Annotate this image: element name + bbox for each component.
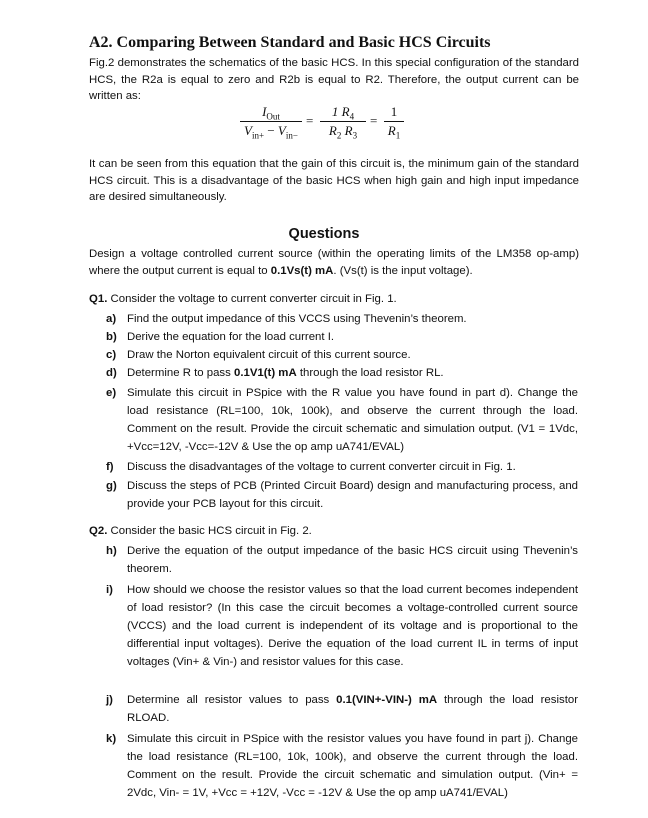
after-equation-paragraph: It can be seen from this equation that the gain of this circuit is, the minimum gain of the standard HCS circuit. This is a disadvantage of the basic HCS when high gain and high input impedance are desired simultaneously.	[89, 158, 579, 203]
eq-rhs-fraction: 1 $R_1$	[384, 103, 404, 140]
q1-item-g: g) Discuss the steps of PCB (Printed Circuit Board) design and manufacturing process, and provide your PCB layout for this circuit.	[106, 480, 578, 510]
q2-item-k: k) Simulate this circuit in PSpice with the resistor values you have found in part j). Change the load resistance (RL=100, 10k, 100k), and observe the current through the load. Comment on the result. Provide the circuit schematic and simulation output. (Vin+ = 2Vdc, Vin- = 1V, +Vcc = +12V, -Vcc = -12V & Use the op amp uA741/EVAL)	[106, 733, 578, 799]
q1-item-e: e) Simulate this circuit in PSpice with the R value you have found in part d). Change the load resistance (RL=100, 10k, 100k), and observe the current through the load. Comment on the result. Provide the circuit schematic and simulation output. (V1 = 1Vdc, +Vcc=12V, -Vcc=-12V & Use the op amp uA741/EVAL)	[106, 387, 578, 453]
eq-mid-fraction: 1 $R_4$ $R_2$ $R_3$	[320, 103, 366, 140]
q1-item-b: b) Derive the equation for the load current I.	[106, 331, 335, 343]
intro-paragraph: Fig.2 demonstrates the schematics of the basic HCS. In this special configuration of the standard HCS, the R2a is equal to zero and R2b is equal to R2. Therefore, the output current can be written as:	[89, 57, 579, 102]
eq-equals-1: =	[306, 113, 314, 128]
q2-heading: Q2. Consider the basic HCS circuit in Fig. 2.	[89, 525, 312, 537]
eq-lhs-fraction: $I_{Out}$ $V_{in+} - V_{in-}$	[240, 103, 302, 140]
eq-equals-2: =	[370, 113, 378, 128]
q1-item-a: a) Find the output impedance of this VCCS using Thevenin’s theorem.	[106, 313, 467, 325]
q1-heading: Q1. Consider the voltage to current converter circuit in Fig. 1.	[89, 293, 397, 305]
q1-item-d: d) Determine R to pass 0.1V1(t) mA through the load resistor RL.	[106, 367, 444, 379]
q2-item-j: j) Determine all resistor values to pass 0.1(VIN+-VIN-) mA through the load resistor RLOAD.	[106, 694, 578, 724]
q1-item-c: c) Draw the Norton equivalent circuit of this current source.	[106, 349, 411, 361]
questions-heading: Questions	[288, 226, 360, 242]
q1-item-f: f) Discuss the disadvantages of the voltage to current converter circuit in Fig. 1.	[106, 461, 516, 473]
design-paragraph: Design a voltage controlled current source (within the operating limits of the LM358 op-amp) where the output current is equal to 0.1Vs(t) mA. (Vs(t) is the input voltage).	[89, 248, 579, 277]
section-title: A2. Comparing Between Standard and Basic HCS Circuits	[89, 34, 491, 51]
q2-item-h: h) Derive the equation of the output impedance of the basic HCS circuit using Thevenin’s theorem.	[106, 545, 578, 575]
q2-item-i: i) How should we choose the resistor values so that the load current becomes independent of load resistor? (In this case the circuit becomes a voltage-controlled current source (VCCS) and the load current is independent of its voltage and is proportional to the differential input voltages). Derive the equation of the load current IL in terms of input voltages (Vin+ & Vin-) and resistor values for this case.	[106, 584, 578, 668]
